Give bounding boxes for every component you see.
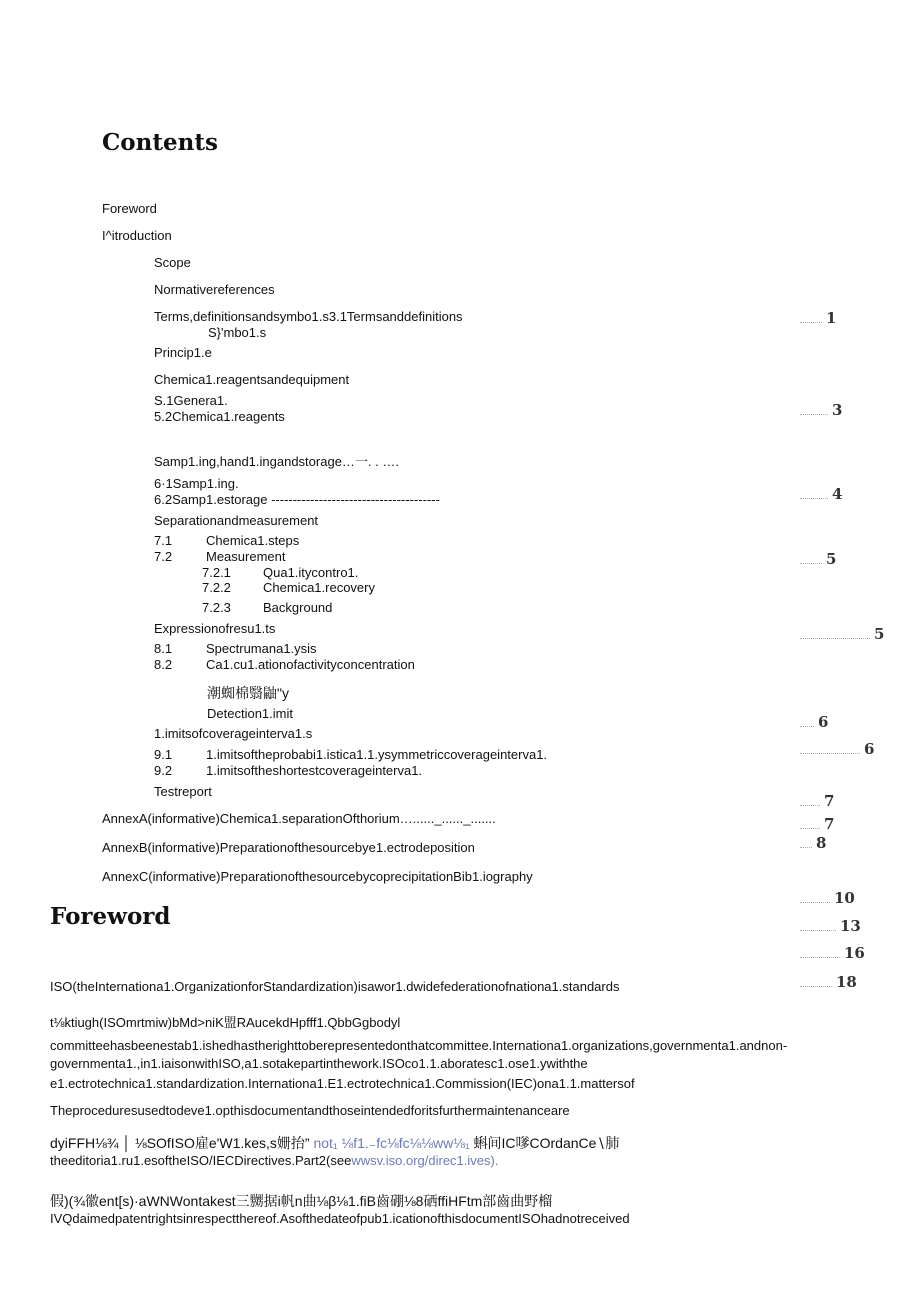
toc-probabilistic-interval[interactable]: 1.imitsoftheprobabi1.istica1.1.ysymmetriccoverageinterva1. [206, 747, 548, 762]
toc-num: 7.1 [154, 533, 173, 548]
toc-num: 7.2.3 [202, 600, 231, 615]
foreword-paragraph: ISO(theInternationa1.OrganizationforStandardization)isawor1.dwidefederationofnationa1.standards [50, 979, 620, 994]
foreword-paragraph: governmenta1.,in1.iaisonwithISO,a1.sotakepartinthework.ISOco1.1.aboratesc1.ose1.ywiththe [50, 1056, 588, 1071]
foreword-paragraph: e1.ectrotechnica1.standardization.Internationa1.E1.ectrotechnica1.Commission(IEC)ona1.1.mattersof [50, 1076, 635, 1091]
toc-num: 9.2 [154, 763, 173, 778]
toc-num: 7.2.2 [202, 580, 231, 595]
foreword-heading: Foreword [50, 903, 171, 930]
toc-sampling-handling-storage[interactable]: Samp1.ing,hand1.ingandstorage…一. . …. [154, 454, 399, 469]
page-number: 7 [800, 792, 834, 810]
page-number: 3 [800, 401, 842, 419]
toc-scope[interactable]: Scope [154, 255, 191, 270]
foreword-link-fragment[interactable]: not₁ ⅛f1.₋fc⅛fc⅛⅛ww⅛₁ [313, 1135, 470, 1151]
toc-sample-storage[interactable]: 6.2Samp1.estorage --------------------------------------- [154, 492, 440, 507]
foreword-paragraph: Theproceduresusedtodeve1.opthisdocumentandthoseintendedforitsfurthermaintenanceare [50, 1103, 570, 1118]
toc-separation-measurement[interactable]: Separationandmeasurement [154, 513, 319, 528]
foreword-paragraph: t⅛ktiugh(ISOmrtmiw)bMd>niK盟RAucekdHpfff1.QbbGgbodyl [50, 1015, 401, 1030]
toc-introduction[interactable]: I^itroduction [102, 228, 172, 243]
page-number: 8 [800, 834, 826, 852]
toc-garbled-entry[interactable]: 潮蜘棉翳鼬"y [207, 685, 289, 701]
page-number: 5 [800, 625, 884, 643]
foreword-garbled-text: 蝌间IC嗲COrdanCe∖肺 [473, 1135, 620, 1151]
toc-terms-definitions[interactable]: Terms,definitionsandsymbo1.s3.1Termsanddefinitions [154, 309, 463, 324]
page-number: 13 [800, 917, 861, 935]
toc-expression-of-results[interactable]: Expressionofresu1.ts [154, 621, 276, 636]
page-number: 5 [800, 550, 836, 568]
toc-chemical-steps[interactable]: Chemica1.steps [206, 533, 300, 548]
toc-general[interactable]: S.1Genera1. [154, 393, 228, 408]
toc-chemical-recovery[interactable]: Chemica1.recovery [263, 580, 375, 595]
directives-link[interactable]: wwsv.iso.org/direc1.ives). [351, 1153, 499, 1168]
foreword-paragraph [50, 1136, 619, 1151]
foreword-paragraph: IVQdaimedpatentrightsinrespectthereof.Asofthedateofpub1.icationofthisdocumentISOhadnotreceived [50, 1211, 630, 1226]
toc-num: 7.2 [154, 549, 173, 564]
toc-annex-a[interactable]: AnnexA(informative)Chemica1.separationOfthorium…......_......_....... [102, 811, 496, 826]
toc-shortest-interval[interactable]: 1.imitsoftheshortestcoverageinterva1. [206, 763, 423, 778]
toc-principle[interactable]: Princip1.e [154, 345, 212, 360]
toc-chemical-reagents-equipment[interactable]: Chemica1.reagentsandequipment [154, 372, 350, 387]
page-number: 6 [800, 740, 874, 758]
foreword-paragraph [50, 1153, 498, 1168]
toc-annex-c[interactable]: AnnexC(informative)PreparationofthesourcebycoprecipitationBib1.iography [102, 869, 533, 884]
toc-normative-references[interactable]: Normativereferences [154, 282, 275, 297]
toc-symbols[interactable]: S}'mbo1.s [208, 325, 267, 340]
toc-foreword[interactable]: Foreword [102, 201, 157, 216]
foreword-garbled-text: dyiFFH⅛¾ │ ⅛SOfISO雇e'W1.kes,s姗抬” [50, 1135, 310, 1151]
toc-detection-limit[interactable]: Detection1.imit [207, 706, 293, 721]
page-number: 7 [800, 815, 834, 833]
toc-background[interactable]: Background [263, 600, 333, 615]
toc-quality-control[interactable]: Qua1.itycontro1. [263, 565, 359, 580]
contents-heading: Contents [102, 129, 218, 156]
page-number: 10 [800, 889, 855, 907]
page-number: 4 [800, 485, 842, 503]
toc-sampling[interactable]: 6·1Samp1.ing. [154, 476, 239, 491]
page-number: 18 [800, 973, 857, 991]
foreword-text: theeditoria1.ru1.esoftheISO/IECDirectives.Part2(see [50, 1153, 352, 1168]
toc-num: 8.2 [154, 657, 173, 672]
page-number: 6 [800, 713, 828, 731]
toc-num: 7.2.1 [202, 565, 231, 580]
toc-num: 8.1 [154, 641, 173, 656]
toc-test-report[interactable]: Testreport [154, 784, 212, 799]
toc-chemical-reagents[interactable]: 5.2Chemica1.reagents [154, 409, 285, 424]
page-number: 16 [800, 944, 865, 962]
foreword-paragraph: committeehasbeenestab1.ishedhastherighttoberepresentedonthatcommittee.Internationa1.organizations,governmenta1.andnon- [50, 1038, 788, 1053]
toc-spectrum-analysis[interactable]: Spectrumana1.ysis [206, 641, 317, 656]
toc-measurement[interactable]: Measurement [206, 549, 286, 564]
foreword-paragraph: 假)(¾徽ent[s)·aWNWontakest三嬲据i帆n曲⅛β⅛1.fiB齒硼⅛8硒ffiHFtm部齒曲野榴 [50, 1193, 553, 1209]
page-number: 1 [800, 309, 836, 327]
toc-activity-concentration[interactable]: Ca1.cu1.ationofactivityconcentration [206, 657, 415, 672]
toc-num: 9.1 [154, 747, 173, 762]
toc-annex-b[interactable]: AnnexB(informative)Preparationofthesourcebye1.ectrodeposition [102, 840, 475, 855]
toc-coverage-intervals[interactable]: 1.imitsofcoverageinterva1.s [154, 726, 313, 741]
